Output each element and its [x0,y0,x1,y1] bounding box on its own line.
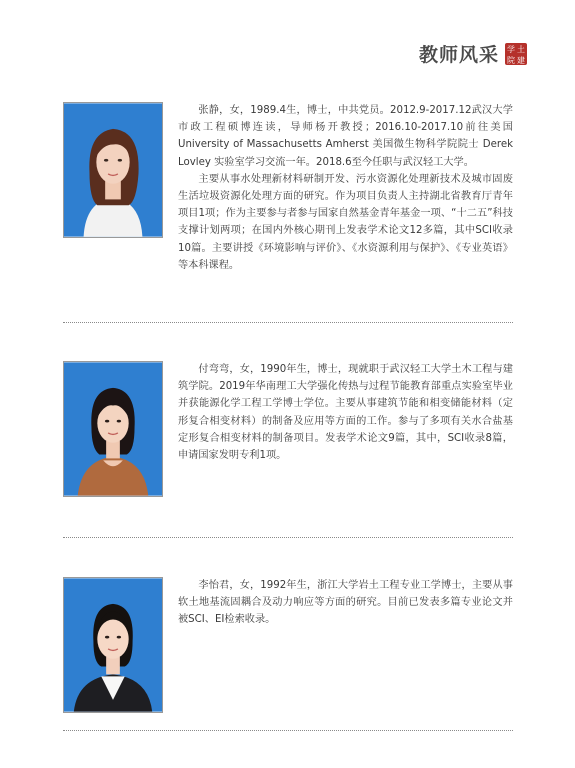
seal-char: 土 [517,44,525,54]
bio-paragraph: 李怡君，女，1992年生，浙江大学岩土工程专业工学博士，主要从事软土地基流固耦合及动力响应等方面的研究。目前已发表多篇专业论文并被SCI、EI检索收录。 [178,580,513,626]
seal-char: 院 [507,55,515,65]
seal-char: 学 [507,44,515,54]
bio-text [178,102,513,274]
teacher-profile [63,102,513,271]
portrait-image [64,103,162,237]
portrait-photo [63,102,163,238]
portrait-photo [63,361,163,497]
portrait-image [64,578,162,712]
bio-paragraph: 付弯弯，女，1990年生，博士，现就职于武汉轻工大学土木工程与建筑学院。2019年华南理工大学强化传热与过程节能教育部重点实验室毕业并获能源化学工程工学博士学位。主要从事建筑节能和相变储能材料（定形复合相变材料）的制备及应用等方面的工作。参与了多项有关水合盐基定形复合相变材料的制备项目。发表学术论文9篇，其中，SCI收录8篇，申请国家发明专利1项。 [178,364,513,462]
section-divider [63,537,513,538]
bio-text [178,361,513,464]
section-divider [63,730,513,731]
college-seal-icon [505,43,527,65]
portrait-photo [63,577,163,713]
seal-char: 建 [517,55,525,65]
teacher-profile [63,361,513,501]
bio-paragraph: 张静，女，1989.4生，博士，中共党员。2012.9-2017.12武汉大学市政工程硕博连读，导师杨开教授；2016.10-2017.10前往美国 University of Massachusetts Amherst 美国微生物科学院院士 Derek Lovley 实验室学习交流一年。2018.6至今任职与武汉轻工大学。 [178,105,513,168]
section-divider [63,322,513,323]
bio-text [178,577,513,629]
section-title: 教师风采 [418,44,499,66]
page-header [419,40,527,67]
bio-paragraph: 主要从事水处理新材料研制开发、污水资源化处理新技术及城市固废生活垃圾资源化处理方面的研究。作为项目负责人主持湖北省教育厅青年项目1项；作为主要参与者参与国家自然基金青年基金一项、“十二五”科技支撑计划两项；在国内外核心期刊上发表学术论文12多篇，其中SCI收录10篇。主要讲授《环境影响与评价》、《水资源利用与保护》、《专业英语》等本科课程。 [178,173,513,271]
portrait-image [64,362,162,496]
teacher-profile [63,577,513,717]
